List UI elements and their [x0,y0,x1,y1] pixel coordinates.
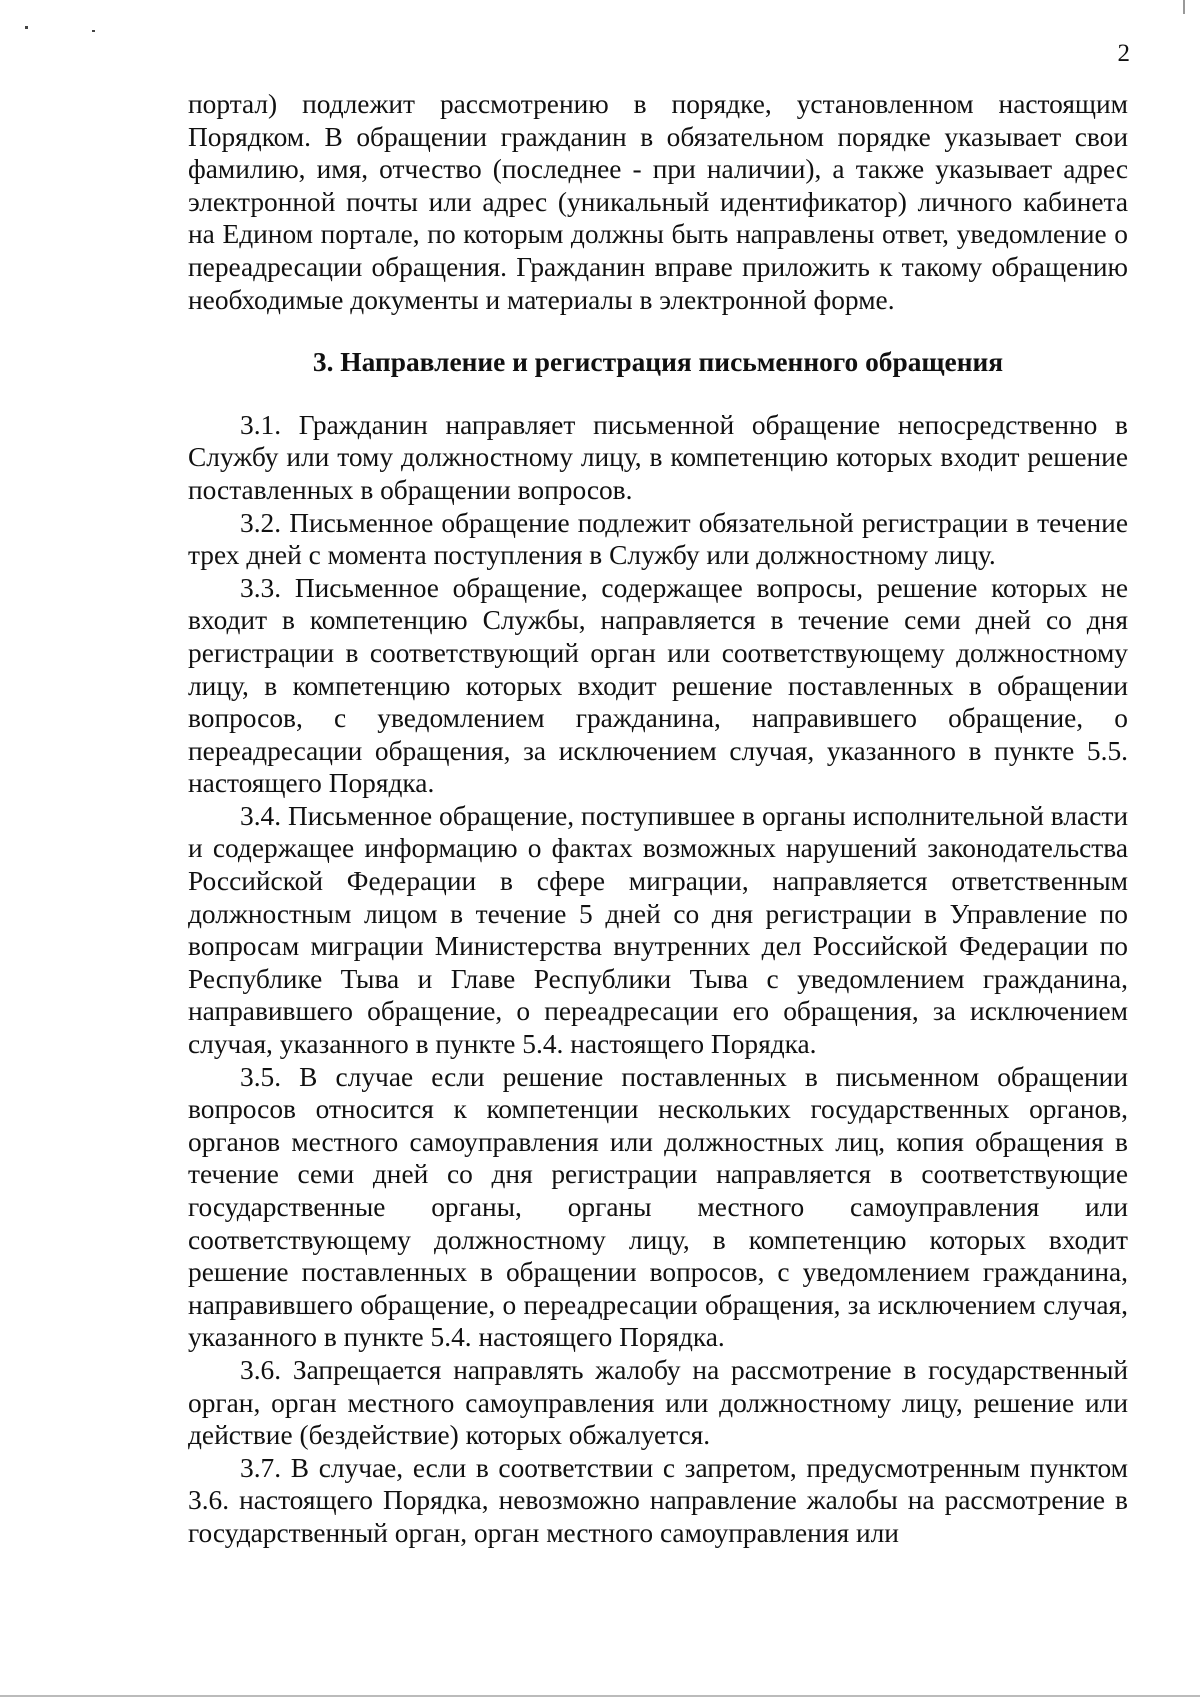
section-heading: 3. Направление и регистрация письменного обращения [312,347,1004,378]
paragraph-3-3: 3.3. Письменное обращение, содержащее вопросы, решение которых не входит в компетенцию Службы, направляется в течение семи дней со дня регистрации в соответствующий орган или соответствующему должностному лицу, в компетенцию которых входит решение поставленных в обращении вопросов, с уведомлением гражданина, направившего обращение, о переадресации обращения, за исключением случая, указанного в пункте 5.5. настоящего Порядка. [188,572,1128,799]
paragraph-3-2: 3.2. Письменное обращение подлежит обязательной регистрации в течение трех дней с момента поступления в Службу или должностному лицу. [188,507,1128,571]
scan-speck [25,26,28,29]
paragraph-3-5: 3.5. В случае если решение поставленных в письменном обращении вопросов относится к компетенции нескольких государственных органов, органов местного самоуправления или должностных лиц, копия обращения в течение семи дней со дня регистрации направляется в соответствующие государственные органы, органы местного самоуправления или соответствующему должностному лицу, в компетенцию которых входит решение поставленных в обращении вопросов, с уведомлением гражданина, направившего обращение, о переадресации обращения, за исключением случая, указанного в пункте 5.4. настоящего Порядка. [188,1061,1128,1353]
paragraph-3-6: 3.6. Запрещается направлять жалобу на рассмотрение в государственный орган, орган местного самоуправления или должностному лицу, решение или действие (бездействие) которых обжалуется. [188,1354,1128,1451]
paragraph-3-7: 3.7. В случае, если в соответствии с запретом, предусмотренным пунктом 3.6. настоящего Порядка, невозможно направление жалобы на рассмотрение в государственный орган, орган местного самоуправления или [188,1452,1128,1548]
scan-bottom-edge [0,1695,1200,1697]
paragraph-3-4: 3.4. Письменное обращение, поступившее в органы исполнительной власти и содержащее информацию о фактах возможных нарушений законодательства Российской Федерации в сфере миграции, направляется ответственным должностным лицом в течение 5 дней со дня регистрации в Управление по вопросам миграции Министерства внутренних дел Российской Федерации по Республике Тыва и Главе Республики Тыва с уведомлением гражданина, направившего обращение, о переадресации его обращения, за исключением случая, указанного в пункте 5.4. настоящего Порядка. [188,800,1128,1060]
page-number: 2 [1117,40,1130,67]
document-body [188,88,1128,1550]
scan-edge-mark [1183,0,1185,14]
paragraph-3-1: 3.1. Гражданин направляет письменной обращение непосредственно в Службу или тому должностному лицу, в компетенцию которых входит решение поставленных в обращении вопросов. [188,409,1128,505]
intro-paragraph: портал) подлежит рассмотрению в порядке, установленном настоящим Порядком. В обращении гражданин в обязательном порядке указывает свои фамилию, имя, отчество (последнее - при наличии), а также указывает адрес электронной почты или адрес (уникальный идентификатор) личного кабинета на Едином портале, по которым должны быть направлены ответ, уведомление о переадресации обращения. Гражданин вправе приложить к такому обращению необходимые документы и материалы в электронной форме. [188,89,1128,315]
scan-speck [92,30,95,32]
